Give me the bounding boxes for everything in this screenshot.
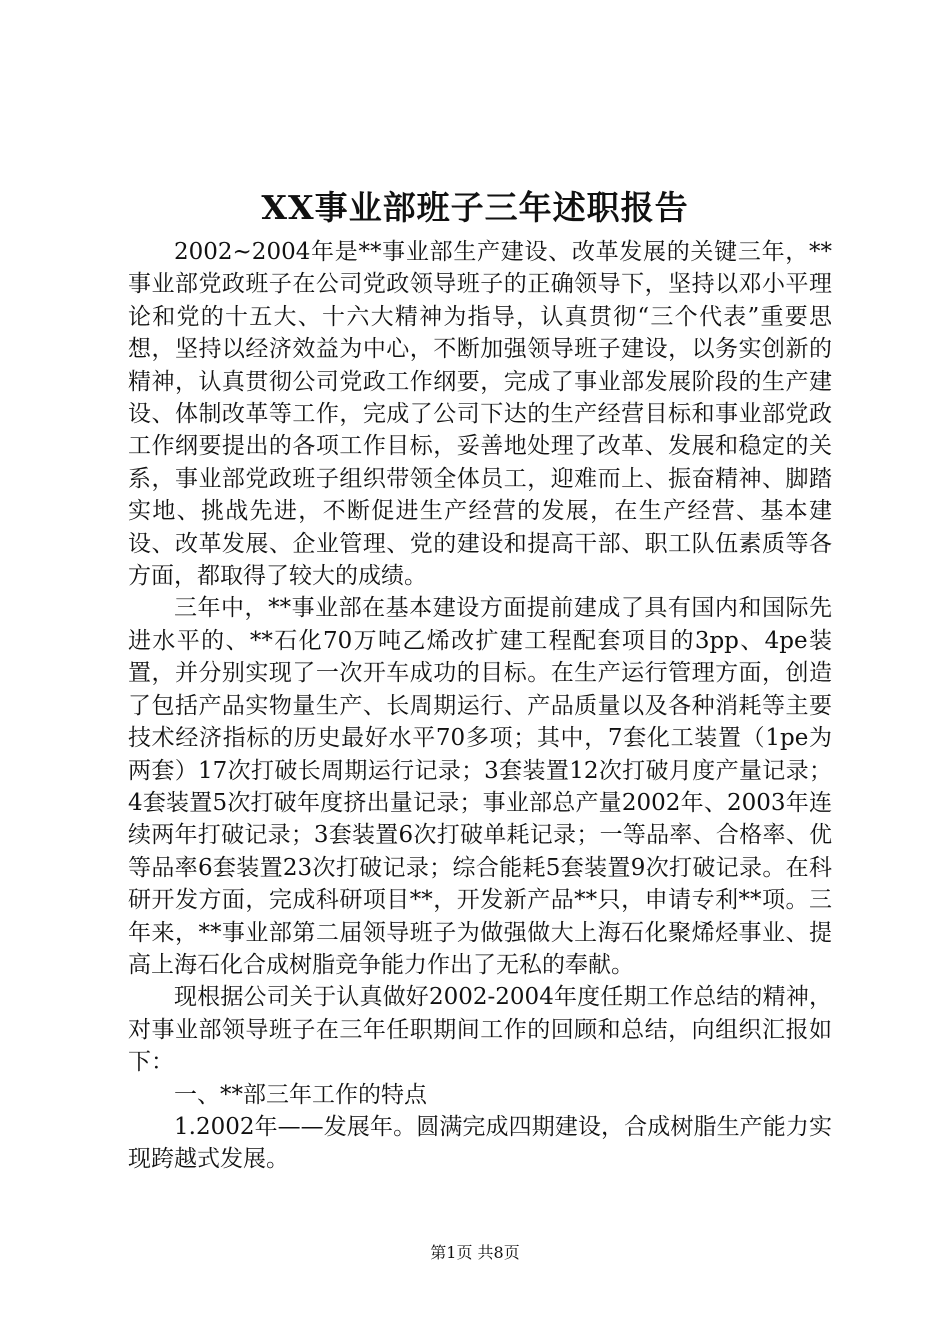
paragraph-intro: 2002~2004年是**事业部生产建设、改革发展的关键三年，**事业部党政班子在公司党政领导班子的正确领导下，坚持以邓小平理论和党的十五大、十六大精神为指导，认真贯彻“三个代表”重要思想，坚持以经济效益为中心，不断加强领导班子建设，以务实创新的精神，认真贯彻公司党政工作纲要，完成了事业部发展阶段的生产建设、体制改革等工作，完成了公司下达的生产经营目标和事业部党政工作纲要提出的各项工作目标，妥善地处理了改革、发展和稳定的关系，事业部党政班子组织带领全体员工，迎难而上、振奋精神、脚踏实地、挑战先进，不断促进生产经营的发展，在生产经营、基本建设、改革发展、企业管理、党的建设和提高干部、职工队伍素质等各方面，都取得了较大的成绩。 bbox=[128, 239, 832, 590]
list-item-1: 1.2002年——发展年。圆满完成四期建设，合成树脂生产能力实现跨越式发展。 bbox=[128, 1113, 832, 1173]
section-heading: 一、**部三年工作的特点 bbox=[174, 1081, 427, 1108]
paragraph-achievements: 三年中，**事业部在基本建设方面提前建成了具有国内和国际先进水平的、**石化70万吨乙烯改扩建工程配套项目的3pp、4pe装置，并分别实现了一次开车成功的目标。在生产运行管理方面，创造了包括产品实物量生产、长周期运行、产品质量以及各种消耗等主要技术经济指标的历史最好水平70多项；其中，7套化工装置（1pe为两套）17次打破长周期运行记录；3套装置12次打破月度产量记录；4套装置5次打破年度挤出量记录；事业部总产量2002年、2003年连续两年打破记录；3套装置6次打破单耗记录；一等品率、合格率、优等品率6套装置23次打破记录；综合能耗5套装置9次打破记录。在科研开发方面，完成科研项目**，开发新产品**只，申请专利**项。三年来，**事业部第二届领导班子为做强做大上海石化聚烯烃事业、提高上海石化合成树脂竞争能力作出了无私的奉献。 bbox=[128, 595, 832, 978]
document-title: XX事业部班子三年述职报告 bbox=[261, 188, 689, 227]
page-footer: 第1页 共8页 bbox=[430, 1243, 520, 1262]
paragraph-report-intro: 现根据公司关于认真做好2002-2004年度任期工作总结的精神，对事业部领导班子在三年任职期间工作的回顾和总结，向组织汇报如下： bbox=[128, 984, 832, 1076]
document-body bbox=[128, 236, 832, 1176]
